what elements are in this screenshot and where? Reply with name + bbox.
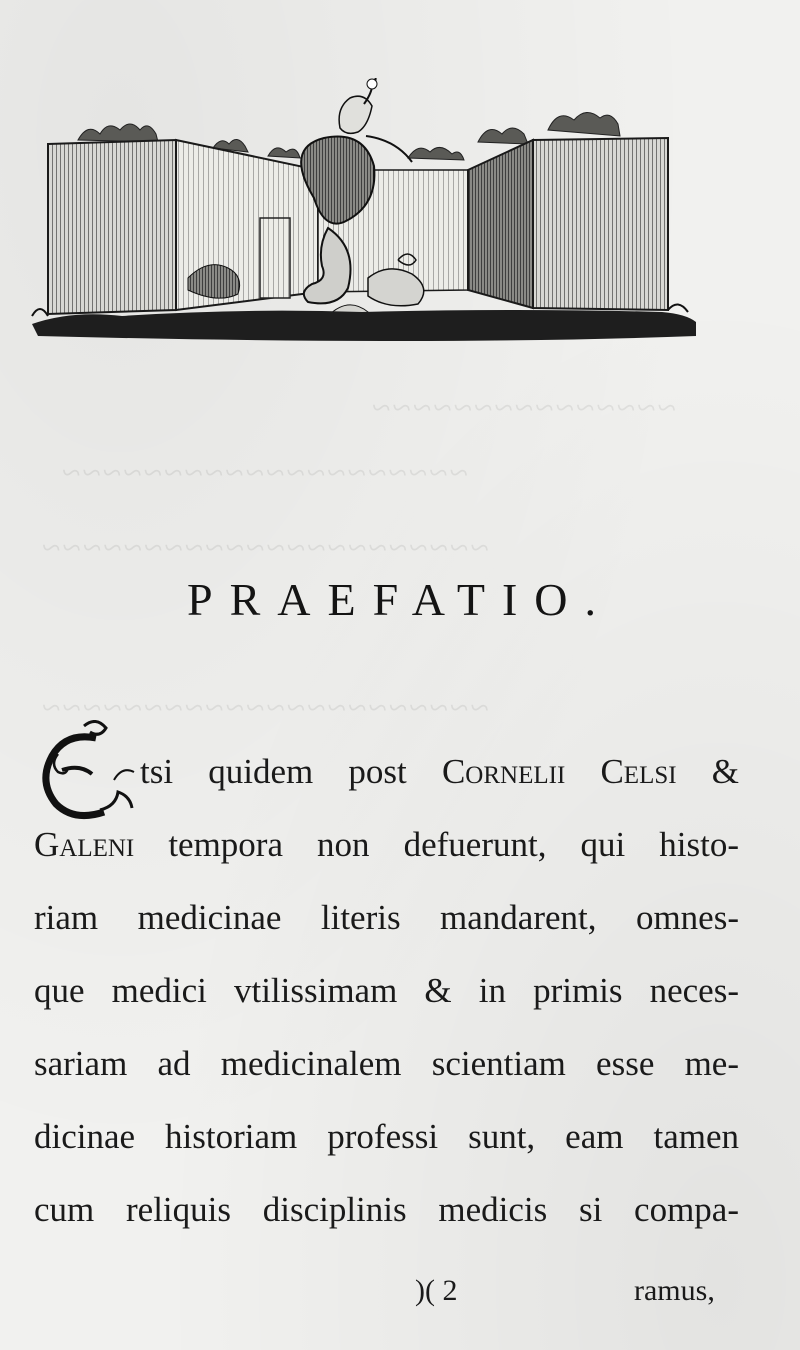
text-segment: & (676, 752, 739, 791)
text-line (34, 1178, 739, 1251)
page-title: PRAEFATIO. (186, 574, 613, 625)
show-through-text: ~~~~~~~~~~~~~~~~~~~~~~ (40, 530, 489, 567)
show-through-text: ~~~~~~~~~~~~~~~~~~~~~~ (40, 690, 489, 727)
text-segment: riam medicinae literis mandarent, omnes- (34, 898, 739, 937)
text-segment: que medici vtilissimam & in primis neces- (34, 971, 739, 1010)
catchword: ramus, (634, 1274, 715, 1307)
text-segment: dicinae historiam professi sunt, eam tamen (34, 1117, 739, 1156)
small-caps-name: Galeni (34, 825, 135, 864)
text-line (34, 1105, 739, 1178)
text-segment: cum reliquis disciplinis medicis si compa- (34, 1190, 739, 1229)
decorative-initial-e-icon (34, 720, 144, 820)
text-line (34, 959, 739, 1032)
signature-mark: )( 2 (415, 1274, 458, 1307)
small-caps-name: Cornelii Celsi (441, 752, 677, 791)
show-through-text: ~~~~~~~~~~~~~~~ (370, 390, 676, 427)
body-text (34, 740, 739, 1251)
show-through-text: ~~~~~~~~~~~~~~~~~~~~ (60, 455, 468, 492)
text-line (34, 813, 739, 886)
text-segment: sariam ad medicinalem scientiam esse me- (34, 1044, 739, 1083)
text-segment: tempora non defuerunt, qui histo- (134, 825, 739, 864)
headpiece-vignette-illustration (28, 78, 700, 358)
text-line (34, 886, 739, 959)
text-line (34, 1032, 739, 1105)
text-segment: tsi quidem post (140, 752, 442, 791)
